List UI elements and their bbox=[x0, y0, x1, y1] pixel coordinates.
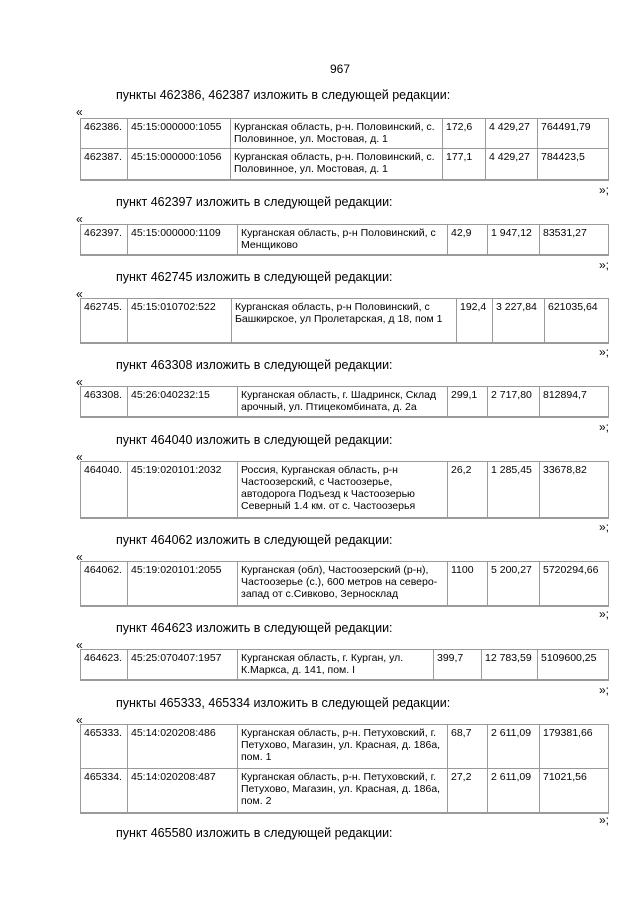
close-mark: »; bbox=[598, 520, 609, 534]
registry-table bbox=[80, 118, 609, 181]
area: 299,1 bbox=[448, 387, 488, 417]
row-number: 462397. bbox=[81, 225, 128, 255]
open-quote: « bbox=[76, 550, 83, 564]
close-mark: »; bbox=[598, 420, 609, 434]
cadastral-number: 45:15:010702:522 bbox=[128, 299, 232, 343]
table-row bbox=[81, 299, 609, 343]
close-mark: »; bbox=[598, 813, 609, 827]
value: 621035,64 bbox=[545, 299, 609, 343]
close-mark: »; bbox=[598, 183, 609, 197]
address: Курганская область, р-н. Половинский, с. Половинное, ул. Мостовая, д. 1 bbox=[231, 119, 443, 149]
open-quote: « bbox=[76, 713, 83, 727]
section-intro: пункты 465333, 465334 изложить в следующей редакции: bbox=[116, 696, 451, 710]
value: 5720294,66 bbox=[540, 562, 609, 606]
value: 71021,56 bbox=[540, 769, 609, 813]
registry-table bbox=[80, 224, 609, 256]
table-row bbox=[81, 462, 609, 518]
open-quote: « bbox=[76, 375, 83, 389]
section-intro: пункт 464062 изложить в следующей редакции: bbox=[116, 533, 393, 547]
table-row bbox=[81, 562, 609, 606]
registry-table bbox=[80, 724, 609, 814]
open-quote: « bbox=[76, 105, 83, 119]
cadastral-number: 45:19:020101:2032 bbox=[128, 462, 238, 518]
price: 2 611,09 bbox=[488, 725, 540, 769]
value: 784423,5 bbox=[538, 149, 609, 180]
value: 812894,7 bbox=[540, 387, 609, 417]
row-number: 465334. bbox=[81, 769, 128, 813]
table-row bbox=[81, 650, 609, 680]
close-mark: »; bbox=[598, 683, 609, 697]
price: 4 429,27 bbox=[486, 149, 538, 180]
section-intro: пункт 464623 изложить в следующей редакции: bbox=[116, 621, 393, 635]
price: 1 947,12 bbox=[488, 225, 540, 255]
table-row bbox=[81, 387, 609, 417]
table-row bbox=[81, 225, 609, 255]
price: 2 611,09 bbox=[488, 769, 540, 813]
row-number: 464040. bbox=[81, 462, 128, 518]
address: Курганская область, р-н. Петуховский, г. Петухово, Магазин, ул. Красная, д. 186а, пом. 1 bbox=[238, 725, 448, 769]
address: Курганская (обл), Частоозерский (р-н), Частоозерье (с.), 600 метров на северо-запад от с.Сивково, Зерносклад bbox=[238, 562, 448, 606]
price: 12 783,59 bbox=[482, 650, 538, 680]
cadastral-number: 45:26:040232:15 bbox=[128, 387, 238, 417]
section-intro: пункт 465580 изложить в следующей редакции: bbox=[116, 826, 393, 840]
row-number: 464062. bbox=[81, 562, 128, 606]
section-intro: пункты 462386, 462387 изложить в следующей редакции: bbox=[116, 88, 451, 102]
registry-table bbox=[80, 649, 609, 681]
area: 26,2 bbox=[448, 462, 488, 518]
address: Курганская область, р-н Половинский, с Менщиково bbox=[238, 225, 448, 255]
address: Курганская область, р-н Половинский, с Башкирское, ул Пролетарская, д 18, пом 1 bbox=[232, 299, 457, 343]
open-quote: « bbox=[76, 450, 83, 464]
cadastral-number: 45:15:000000:1056 bbox=[128, 149, 231, 180]
open-quote: « bbox=[76, 638, 83, 652]
value: 83531,27 bbox=[540, 225, 609, 255]
area: 42,9 bbox=[448, 225, 488, 255]
price: 5 200,27 bbox=[488, 562, 540, 606]
area: 68,7 bbox=[448, 725, 488, 769]
value: 179381,66 bbox=[540, 725, 609, 769]
price: 2 717,80 bbox=[488, 387, 540, 417]
section-intro: пункт 463308 изложить в следующей редакции: bbox=[116, 358, 393, 372]
row-number: 462386. bbox=[81, 119, 128, 149]
page-number: 967 bbox=[330, 62, 351, 76]
open-quote: « bbox=[76, 212, 83, 226]
area: 192,4 bbox=[457, 299, 493, 343]
row-number: 462387. bbox=[81, 149, 128, 180]
table-row bbox=[81, 725, 609, 769]
area: 399,7 bbox=[434, 650, 482, 680]
cadastral-number: 45:15:000000:1109 bbox=[128, 225, 238, 255]
area: 1100 bbox=[448, 562, 488, 606]
close-mark: »; bbox=[598, 258, 609, 272]
cadastral-number: 45:14:020208:486 bbox=[128, 725, 238, 769]
registry-table bbox=[80, 561, 609, 607]
row-number: 465333. bbox=[81, 725, 128, 769]
area: 177,1 bbox=[443, 149, 486, 180]
row-number: 462745. bbox=[81, 299, 128, 343]
cadastral-number: 45:15:000000:1055 bbox=[128, 119, 231, 149]
address: Курганская область, г. Шадринск, Склад арочный, ул. Птицекомбината, д. 2а bbox=[238, 387, 448, 417]
value: 33678,82 bbox=[540, 462, 609, 518]
section-intro: пункт 462745 изложить в следующей редакции: bbox=[116, 270, 393, 284]
table-row bbox=[81, 769, 609, 813]
price: 1 285,45 bbox=[488, 462, 540, 518]
close-mark: »; bbox=[598, 345, 609, 359]
value: 5109600,25 bbox=[538, 650, 609, 680]
cadastral-number: 45:14:020208:487 bbox=[128, 769, 238, 813]
registry-table bbox=[80, 298, 609, 344]
close-mark: »; bbox=[598, 607, 609, 621]
address: Курганская область, г. Курган, ул. К.Маркса, д. 141, пом. I bbox=[238, 650, 434, 680]
open-quote: « bbox=[76, 287, 83, 301]
address: Курганская область, р-н. Половинский, с. Половинное, ул. Мостовая, д. 1 bbox=[231, 149, 443, 180]
row-number: 463308. bbox=[81, 387, 128, 417]
registry-table bbox=[80, 386, 609, 418]
value: 764491,79 bbox=[538, 119, 609, 149]
price: 3 227,84 bbox=[493, 299, 545, 343]
registry-table bbox=[80, 461, 609, 519]
section-intro: пункт 462397 изложить в следующей редакции: bbox=[116, 195, 393, 209]
price: 4 429,27 bbox=[486, 119, 538, 149]
cadastral-number: 45:19:020101:2055 bbox=[128, 562, 238, 606]
section-intro: пункт 464040 изложить в следующей редакции: bbox=[116, 433, 393, 447]
table-row bbox=[81, 149, 609, 180]
cadastral-number: 45:25:070407:1957 bbox=[128, 650, 238, 680]
row-number: 464623. bbox=[81, 650, 128, 680]
address: Россия, Курганская область, р-н Частоозерский, с Частоозерье, автодорога Подъезд к Частоозерью Северный 1.4 км. от с. Частоозерья bbox=[238, 462, 448, 518]
area: 27,2 bbox=[448, 769, 488, 813]
address: Курганская область, р-н. Петуховский, г. Петухово, Магазин, ул. Красная, д. 186а, пом. 2 bbox=[238, 769, 448, 813]
area: 172,6 bbox=[443, 119, 486, 149]
table-row bbox=[81, 119, 609, 149]
